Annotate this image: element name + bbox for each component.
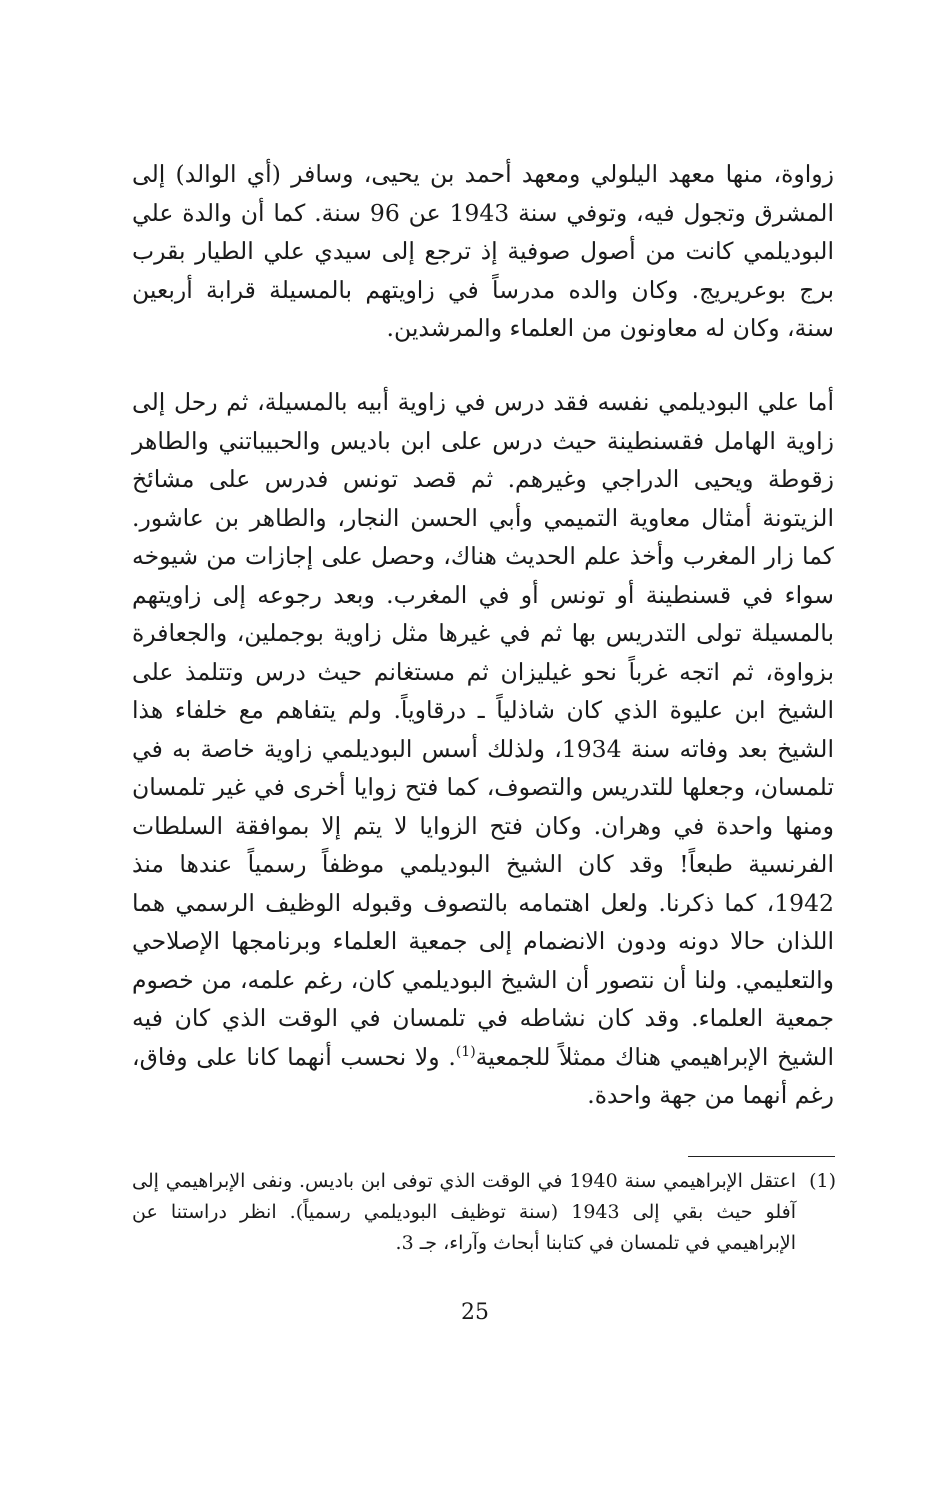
footnote-reference[interactable]: (1) (455, 1043, 476, 1060)
footnote (132, 1166, 836, 1259)
footnote-number: (1) (809, 1170, 836, 1192)
page-number: 25 (461, 1300, 489, 1325)
paragraph-2 (132, 383, 834, 1115)
paragraph-1: زواوة، منها معهد اليلولي ومعهد أحمد بن يحيى، وسافر (أي الوالد) إلى المشرق وتجول فيه، وتوفي سنة 1943 عن 96 سنة. كما أن والدة علي البوديلمي كانت من أصول صوفية إذ ترجع إلى سيدي علي الطيار بقرب برج بوعريريج. وكان والده مدرساً في زاويتهم بالمسيلة قرابة أربعين سنة، وكان له معاونون من العلماء والمرشدين. (132, 160, 834, 342)
paragraph-2-body: أما علي البوديلمي نفسه فقد درس في زاوية أبيه بالمسيلة، ثم رحل إلى زاوية الهامل فقسنطينة حيث درس على ابن باديس والحبيباتني والطاهر زقوطة ويحيى الدراجي وغيرهم. ثم قصد تونس فدرس على مشائخ الزيتونة أمثال معاوية التميمي وأبي الحسن النجار، والطاهر بن عاشور. كما زار المغرب وأخذ علم الحديث هناك، وحصل على إجازات من شيوخه سواء في قسنطينة أو تونس أو في المغرب. وبعد رجوعه إلى زاويتهم بالمسيلة تولى التدريس بها ثم في غيرها مثل زاوية بوجملين، والجعافرة بزواوة، ثم اتجه غرباً نحو غيليزان ثم مستغانم حيث درس وتتلمذ على الشيخ ابن عليوة الذي كان شاذلياً ـ درقاوياً. ولم يتفاهم مع خلفاء هذا الشيخ بعد وفاته سنة 1934، ولذلك أسس البوديلمي زاوية خاصة به في تلمسان، وجعلها للتدريس والتصوف، كما فتح زوايا أخرى في غير تلمسان ومنها واحدة في وهران. وكان فتح الزوايا لا يتم إلا بموافقة السلطات الفرنسية طبعاً! وقد كان الشيخ البوديلمي موظفاً رسمياً عندها منذ 1942، كما ذكرنا. ولعل اهتمامه بالتصوف وقبوله الوظيف الرسمي هما اللذان حالا دونه ودون الانضمام إلى جمعية العلماء وبرنامجها الإصلاحي والتعليمي. ولنا أن نتصور أن الشيخ البوديلمي كان، رغم علمه، من خصوم جمعية العلماء. وقد كان نشاطه في تلمسان في الوقت الذي كان فيه الشيخ الإبراهيمي هناك ممثلاً للجمعية (132, 388, 834, 1071)
paragraph-2-end: . ولا نحسب أنهما كانا على وفاق، رغم أنهما من جهة واحدة. (132, 1042, 834, 1109)
footnote-separator (688, 1156, 835, 1157)
footnote-text: اعتقل الإبراهيمي سنة 1940 في الوقت الذي توفى ابن باديس. ونفى الإبراهيمي إلى آفلو حيث بقي إلى 1943 (سنة توظيف البوديلمي رسمياً). انظر دراستنا عن الإبراهيمي في تلمسان في كتابنا أبحاث وآراء، جـ 3. (132, 1170, 797, 1254)
